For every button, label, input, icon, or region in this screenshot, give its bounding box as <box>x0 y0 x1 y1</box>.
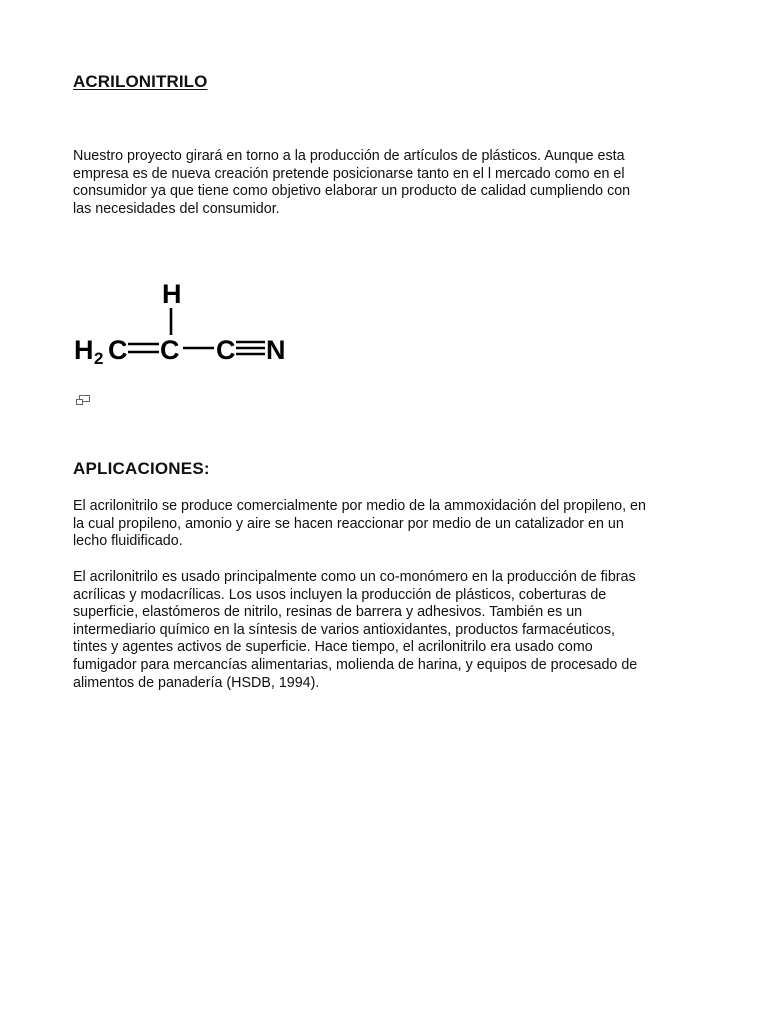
applications-paragraph-2: El acrilonitrilo es usado principalmente como un co-monómero en la producción de fibras acrílicas y modacrílicas. Los usos incluyen la producción de plásticos, coberturas de superficie, elastómeros de nitrilo, resinas de barrera y adhesivos. También es un intermediario químico en la síntesis de varios antioxidantes, productos farmacéuticos, tintes y agentes activos de superficie. Hace tiempo, el acrilonitrilo era usado como fumigador para mercancías alimentarias, molienda de harina, y equipos de procesado de alimentos de panadería (HSDB, 1994). <box>73 569 638 691</box>
intro-paragraph: Nuestro proyecto girará en torno a la producción de artículos de plásticos. Aunque esta empresa es de nueva creación pretende posicionarse tanto en el l mercado como en el consumidor ya que tiene como objetivo elaborar un producto de calidad cumpliendo con las necesidades del consumidor. <box>73 148 631 217</box>
atom-n: N <box>266 335 286 365</box>
image-placeholder-icon <box>75 393 91 407</box>
atom-c-right: C <box>216 335 236 365</box>
atom-subscript-2: 2 <box>94 349 104 368</box>
acrylonitrile-structure-diagram <box>70 272 300 372</box>
atom-c-left: C <box>108 335 128 365</box>
atom-h-left: H <box>74 335 94 365</box>
applications-paragraph-1: El acrilonitrilo se produce comercialmente por medio de la ammoxidación del propileno, en la cual propileno, amonio y aire se hacen reaccionar por medio de un catalizador en un lecho fluidificado. <box>73 498 646 550</box>
section-heading-aplicaciones: APLICACIONES: <box>73 459 210 478</box>
page-title: ACRILONITRILO <box>73 72 208 91</box>
atom-h-top: H <box>162 279 182 309</box>
atom-c-center: C <box>160 335 180 365</box>
